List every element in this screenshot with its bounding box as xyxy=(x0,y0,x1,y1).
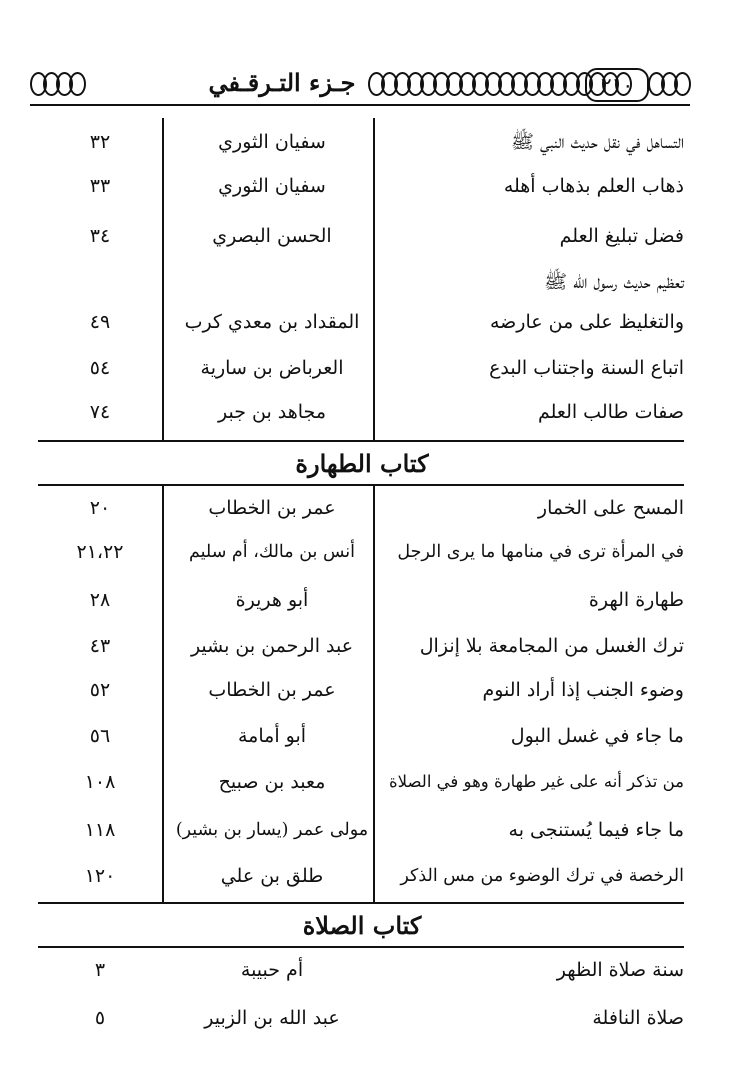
topic-cell: ترك الغسل من المجامعة بلا إنزال xyxy=(419,635,684,657)
page-cell: ١٢٠ xyxy=(84,865,116,887)
page-cell: ١١٨ xyxy=(84,819,116,841)
narrator-cell: الحسن البصري xyxy=(212,225,332,247)
running-title: جـزء التـرقـفي xyxy=(208,68,356,97)
page-cell: ٣٣ xyxy=(89,175,111,197)
topic-cell: سنة صلاة الظهر xyxy=(556,959,684,981)
page-header xyxy=(30,60,690,106)
page-cell: ٢١،٢٢ xyxy=(76,541,124,563)
narrator-cell: سفيان الثوري xyxy=(218,175,326,197)
topic-cell: في المرأة ترى في منامها ما يرى الرجل xyxy=(397,542,684,562)
page-cell: ٣ xyxy=(94,959,106,981)
narrator-cell: مجاهد بن جبر xyxy=(217,401,327,423)
narrator-cell: طلق بن علي xyxy=(220,865,324,887)
section-rule xyxy=(38,440,684,442)
table-row xyxy=(40,946,684,994)
topic-cell: ما جاء في غسل البول xyxy=(510,725,684,747)
topic-cell: ذهاب العلم بذهاب أهله xyxy=(503,175,684,197)
narrator-cell: المقداد بن معدي كرب xyxy=(184,311,360,333)
page-cell: ٧٤ xyxy=(89,401,111,423)
table-row xyxy=(40,622,684,670)
table-row xyxy=(40,344,684,392)
page-cell: ٢٠ xyxy=(89,497,111,519)
table-row xyxy=(40,666,684,714)
topic-cell: ما جاء فيما يُستنجى به xyxy=(508,819,684,841)
table-row xyxy=(40,994,684,1042)
narrator-cell: عبد الرحمن بن بشير xyxy=(190,635,354,657)
header-rule xyxy=(30,104,690,106)
page-cell: ٥ xyxy=(94,1007,106,1029)
narrator-cell: أنس بن مالك، أم سليم xyxy=(188,542,355,562)
topic-cell: صفات طالب العلم xyxy=(537,401,684,423)
narrator-cell: أم حبيبة xyxy=(240,959,304,981)
narrator-cell: أبو أمامة xyxy=(237,725,307,747)
table-row xyxy=(40,212,684,260)
page-cell: ٢٨ xyxy=(89,589,111,611)
topic-cell: اتباع السنة واجتناب البدع xyxy=(489,357,684,379)
page-cell: ٣٤ xyxy=(89,225,111,247)
section-title-prayer: كتاب الصلاة xyxy=(302,911,422,940)
narrator-cell: معبد بن صبيح xyxy=(218,771,326,793)
table-row xyxy=(40,806,684,854)
page-cell: ٥٢ xyxy=(89,679,111,701)
topic-cell: والتغليظ على من عارضه xyxy=(489,311,684,333)
narrator-cell: عمر بن الخطاب xyxy=(208,497,336,519)
page-cell: ٥٤ xyxy=(89,357,111,379)
table-row xyxy=(40,852,684,900)
topic-cell: صلاة النافلة xyxy=(592,1007,684,1029)
narrator-cell: العرباض بن سارية xyxy=(200,357,344,379)
narrator-cell: سفيان الثوري xyxy=(218,131,326,153)
topic-cell: تعظيم حديث رسول الله ﷺ xyxy=(544,271,684,293)
topic-cell: التساهل في نقل حديث النبي ﷺ xyxy=(511,131,684,153)
topic-cell: فضل تبليغ العلم xyxy=(559,225,684,247)
topic-cell: من تذكر أنه على غير طهارة وهو في الصلاة xyxy=(389,772,684,791)
narrator-cell: عمر بن الخطاب xyxy=(208,679,336,701)
table-row xyxy=(40,298,684,346)
table-row xyxy=(40,388,684,436)
page-cell: ٤٣ xyxy=(89,635,111,657)
table-row xyxy=(40,758,684,806)
section-rule xyxy=(38,902,684,904)
page-number: ٢١٠ xyxy=(585,68,649,102)
topic-cell: وضوء الجنب إذا أراد النوم xyxy=(482,679,684,701)
page-cell: ٥٦ xyxy=(89,725,111,747)
ornament-left xyxy=(32,70,84,98)
table-row xyxy=(40,484,684,532)
topic-cell: طهارة الهرة xyxy=(588,589,684,611)
table-row xyxy=(40,576,684,624)
page-cell: ١٠٨ xyxy=(84,771,116,793)
topic-cell: المسح على الخمار xyxy=(537,497,684,519)
narrator-cell: أبو هريرة xyxy=(235,589,309,611)
page-cell: ٤٩ xyxy=(89,311,111,333)
topic-cell: الرخصة في ترك الوضوء من مس الذكر xyxy=(400,866,684,886)
section-title-purification: كتاب الطهارة xyxy=(295,449,429,478)
table-row xyxy=(40,118,684,166)
page-cell: ٣٢ xyxy=(89,131,111,153)
narrator-cell: عبد الله بن الزبير xyxy=(204,1007,340,1029)
narrator-cell: مولى عمر (يسار بن بشير) xyxy=(175,820,369,840)
table-row xyxy=(40,162,684,210)
table-row xyxy=(40,528,684,576)
table-row xyxy=(40,712,684,760)
ornament-right xyxy=(650,70,689,98)
